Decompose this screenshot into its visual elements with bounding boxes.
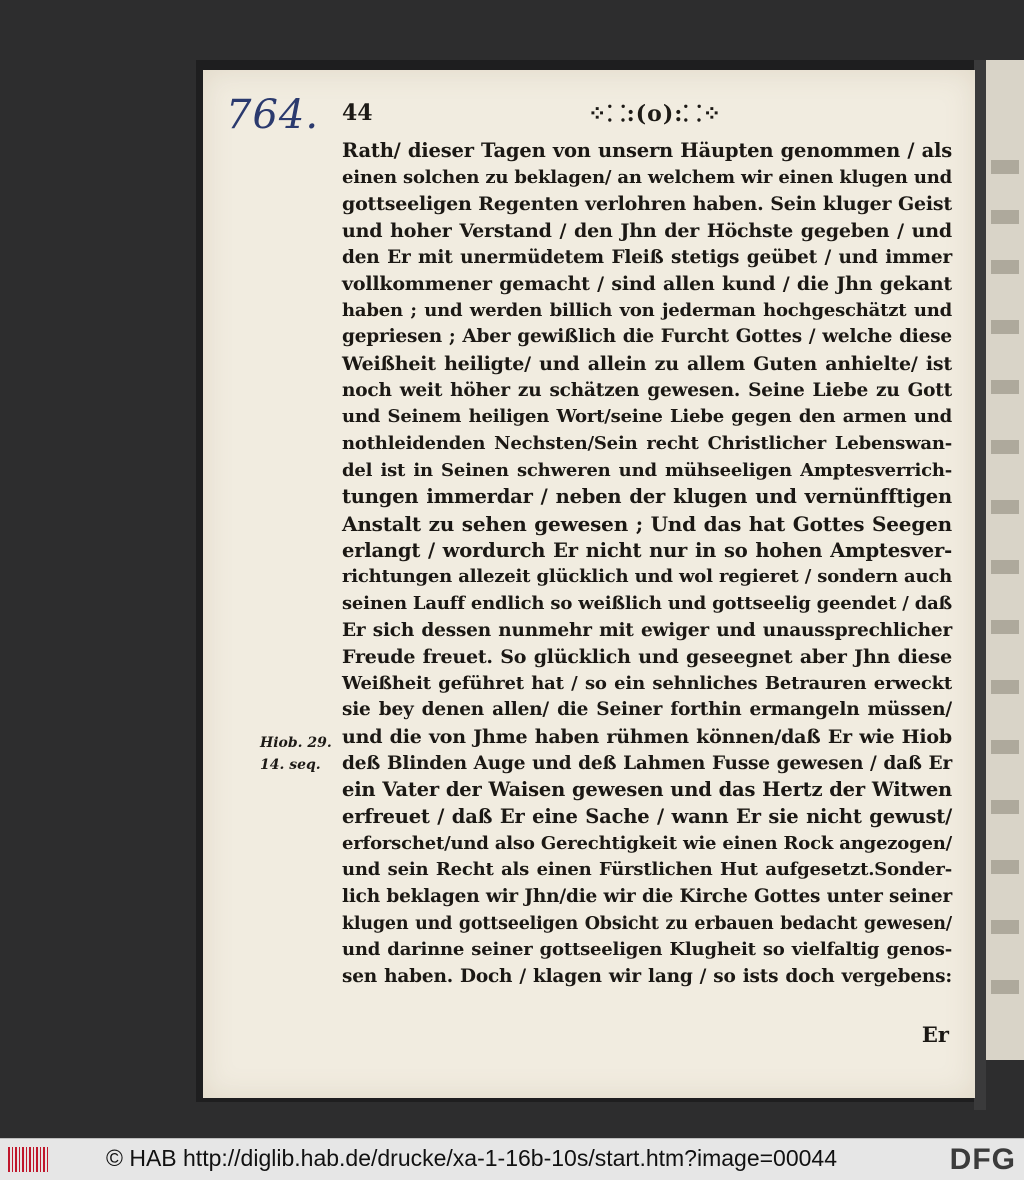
text-line: ein Vater der Waisen gewesen und das Hertz der Witwen xyxy=(342,778,952,802)
text-line: nothleidenden Nechsten/Sein recht Christlicher Lebenswan- xyxy=(342,433,952,455)
text-line: und Seinem heiligen Wort/seine Liebe gegen den armen und xyxy=(342,406,952,428)
margin-note-line: Hiob. 29. xyxy=(260,735,332,751)
binding-gutter xyxy=(974,60,986,1110)
text-line: einen solchen zu beklagen/ an welchem wir einen klugen und xyxy=(342,166,952,188)
text-line: sen haben. Doch / klagen wir lang / so ists doch vergebens: xyxy=(342,965,952,987)
margin-note xyxy=(260,732,332,776)
text-line: haben ; und werden billich von jederman hochgeschätzt und xyxy=(342,299,952,321)
text-line: Er sich dessen nunmehr mit ewiger und unaussprechlicher xyxy=(342,619,952,641)
adjacent-page-edge xyxy=(985,60,1024,1060)
text-line: Weißheit heiligte/ und allein zu allem Guten anhielte/ ist xyxy=(342,353,952,376)
catchword: Er xyxy=(921,1022,949,1047)
margin-note-line: 14. seq. xyxy=(260,757,321,773)
text-line: seinen Lauff endlich so weißlich und gottseelig geendet / daß xyxy=(342,592,953,614)
text-line: erfreuet / daß Er eine Sache / wann Er sie nicht gewust/ xyxy=(342,805,952,829)
text-line: und darinne seiner gottseeligen Klugheit so vielfaltig genos- xyxy=(342,939,952,961)
text-line: lich beklagen wir Jhn/die wir die Kirche Gottes unter seiner xyxy=(342,885,952,907)
text-line: klugen und gottseeligen Obsicht zu erbauen bedacht gewesen/ xyxy=(342,913,952,934)
text-line: den Er mit unermüdetem Fleiß stetigs geübet / und immer xyxy=(342,246,952,268)
text-line: tungen immerdar / neben der klugen und vernünfftigen xyxy=(342,485,952,509)
text-line: sie bey denen allen/ die Seiner forthin ermangeln müssen/ xyxy=(342,699,952,721)
header-ornament: ⁘⸬:(o):⸬⁘ xyxy=(587,101,723,127)
viewer-footer xyxy=(0,1138,1024,1180)
copyright-link[interactable]: © HAB http://diglib.hab.de/drucke/xa-1-16b-10s/start.htm?image=00044 xyxy=(106,1145,838,1171)
text-line: erlangt / wordurch Er nicht nur in so hohen Amptesver- xyxy=(342,538,952,562)
text-line: gepriesen ; Aber gewißlich die Furcht Gottes / welche diese xyxy=(342,326,952,348)
text-line: deß Blinden Auge und deß Lahmen Fusse gewesen / daß Er xyxy=(342,752,952,774)
text-line: erforschet/und also Gerechtigkeit wie einen Rock angezogen/ xyxy=(342,832,952,854)
text-line: Rath/ dieser Tagen von unsern Häupten genommen / als xyxy=(342,139,952,162)
body-text xyxy=(342,138,952,991)
dfg-logo: DFG xyxy=(949,1143,1016,1176)
text-line: Anstalt zu sehen gewesen ; Und das hat Gottes Seegen xyxy=(342,511,952,536)
text-line: Weißheit geführet hat / so ein sehnliches Betrauren erweckt xyxy=(342,672,952,694)
page-number: 44 xyxy=(342,100,373,126)
handwritten-folio-number: 764. xyxy=(226,92,320,138)
text-line: richtungen allezeit glücklich und wol regieret / sondern auch xyxy=(342,566,952,588)
text-line: und die von Jhme haben rühmen können/daß Er wie Hiob xyxy=(342,726,952,749)
text-line: del ist in Seinen schweren und mühseeligen Amptesverrich- xyxy=(342,459,952,481)
text-line: und sein Recht als einen Fürstlichen Hut aufgesetzt.Sonder- xyxy=(342,859,952,881)
text-line: Freude freuet. So glücklich und geseegnet aber Jhn diese xyxy=(342,646,952,669)
text-line: vollkommener gemacht / sind allen kund / die Jhn gekant xyxy=(342,273,952,296)
text-line: gottseeligen Regenten verlohren haben. Sein kluger Geist xyxy=(342,193,952,216)
text-line: noch weit höher zu schätzen gewesen. Seine Liebe zu Gott xyxy=(342,379,952,401)
barcode-icon xyxy=(8,1147,48,1172)
text-line: und hoher Verstand / den Jhn der Höchste gegeben / und xyxy=(342,219,952,242)
